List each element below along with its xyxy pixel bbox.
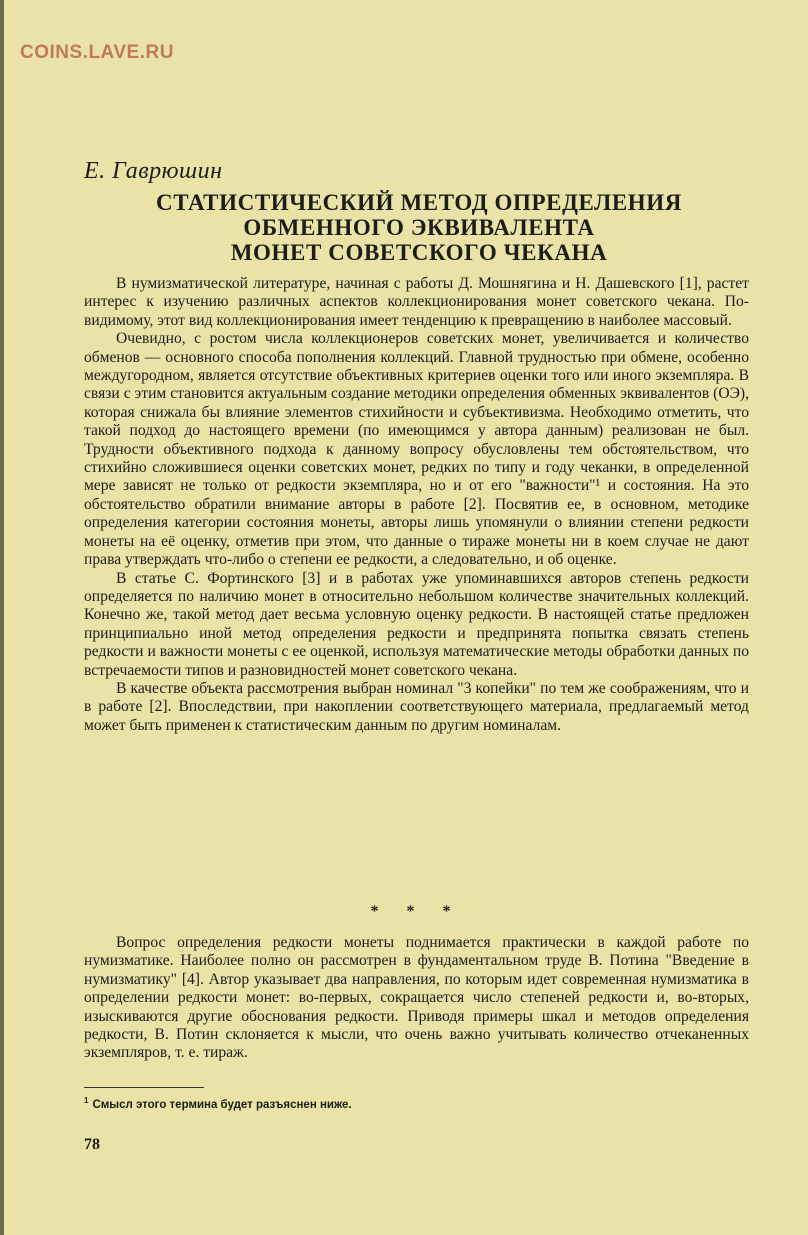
footnote-rule xyxy=(84,1087,204,1088)
title-line: ОБМЕННОГО ЭКВИВАЛЕНТА xyxy=(243,215,595,240)
title-line: МОНЕТ СОВЕТСКОГО ЧЕКАНА xyxy=(230,240,608,265)
footnote-text: Смысл этого термина будет разъяснен ниже. xyxy=(92,1098,352,1111)
footnote xyxy=(84,1096,352,1111)
site-watermark: COINS.LAVE.RU xyxy=(20,42,174,63)
article-author: Е. Гаврюшин xyxy=(84,158,223,184)
article-title xyxy=(84,190,754,265)
article-body xyxy=(84,275,749,735)
footnote-mark: 1 xyxy=(84,1096,89,1105)
paragraph: Вопрос определения редкости монеты поднимается практически в каждой работе по нумизматике. Наиболее полно он рассмотрен в фундаментальном труде В. Потина "Введение в нумизматику" [4]. Автор указывает два направления, по которым идет современная нумизматика в определении редкости монет: во-первых, сокращается число степеней редкости и, во-вторых, изыскиваются другие обоснования редкости. Приводя примеры шкал и методов определения редкости, В. Потин склоняется к мысли, что очень важно учитывать количество отчеканенных экземпляров, т. е. тираж. xyxy=(84,934,749,1062)
paragraph: В нумизматической литературе, начиная с работы Д. Мошнягина и Н. Дашевского [1], растет интерес к изучению различных аспектов коллекционирования монет советского чекана. По-видимому, этот вид коллекционирования имеет тенденцию к превращению в наиболее массовый. xyxy=(84,275,749,329)
paragraph: В качестве объекта рассмотрения выбран номинал "3 копейки" по тем же соображениям, что и в работе [2]. Впоследствии, при накоплении соответствующего материала, предлагаемый метод может быть применен к статистическим данным по другим номиналам. xyxy=(84,679,749,734)
section-separator: * * * xyxy=(370,903,463,920)
scan-edge xyxy=(0,0,4,1235)
paragraph: Очевидно, с ростом числа коллекционеров советских монет, увеличивается и количество обменов — основного способа пополнения коллекций. Главной трудностью при обмене, особенно междугородном, является отсутствие объективных критериев оценки того или иного экземпляра. В связи с этим становится актуальным создание методики определения обменных эквивалентов (ОЭ), которая снижала бы влияние элементов стихийности и субъективизма. Необходимо отметить, что такой подход до настоящего времени (по имеющимся у автора данным) реализован не был. Трудности объективного подхода к данному вопросу обусловлены тем обстоятельством, что стихийно сложившиеся оценки советских монет, редких по типу и году чеканки, в определенной мере зависят не только от редкости экземпляра, но и от его "важности"¹ и состояния. На это обстоятельство обратили внимание авторы в работе [2]. Посвятив ее, в основном, методике определения категории состояния монеты, авторы лишь упомянули о влиянии степени редкости монеты на её оценку, отметив при этом, что данные о тираже монеты ни в коем случае не дают права утверждать что-либо о степени ее редкости, а следовательно, и об оценке. xyxy=(84,330,749,569)
page-number: 78 xyxy=(84,1136,100,1153)
article-body-section-2 xyxy=(84,934,749,1063)
title-line: СТАТИСТИЧЕСКИЙ МЕТОД ОПРЕДЕЛЕНИЯ xyxy=(155,190,682,215)
paragraph: В статье С. Фортинского [3] и в работах уже упоминавшихся авторов степень редкости определяется по наличию монет в относительно небольшом количестве значительных коллекций. Конечно же, такой метод дает весьма условную оценку редкости. В настоящей статье предложен принципиально иной метод определения редкости и предпринята попытка связать степень редкости и важности монеты с ее оценкой, используя математические методы обработки данных по встречаемости типов и разновидностей монет советского чекана. xyxy=(84,569,749,679)
